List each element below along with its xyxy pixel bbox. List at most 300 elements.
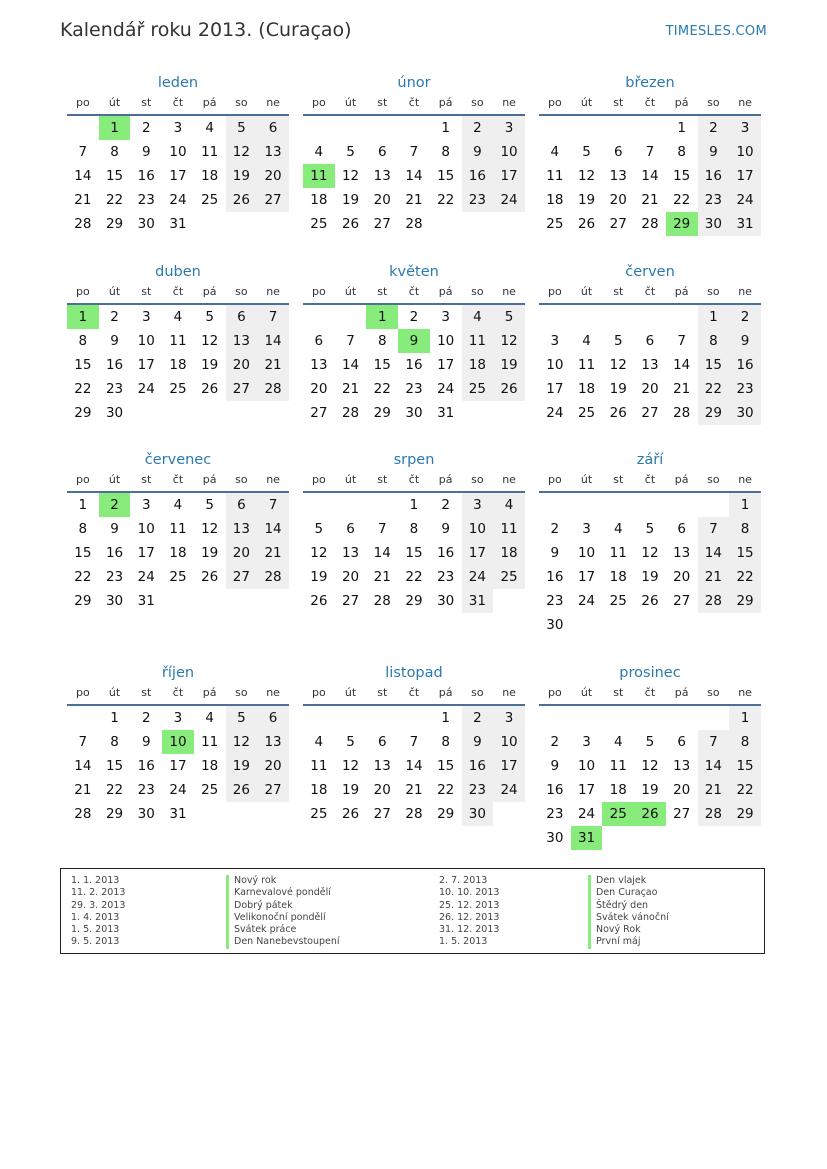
day-cell: 11: [546, 168, 564, 184]
day-cell: 26: [226, 778, 258, 802]
day-cell: 17: [577, 569, 596, 585]
day-cell: 29: [74, 405, 92, 421]
day-cell: 24: [137, 569, 155, 585]
month-name: září: [636, 452, 664, 468]
day-cell: 26: [341, 216, 360, 232]
day-cell: 5: [493, 305, 525, 329]
day-cell: 29: [105, 806, 124, 822]
day-cell: 3: [550, 333, 560, 349]
day-cell: 9: [441, 521, 450, 537]
legend-date: 1. 4. 2013: [71, 911, 120, 923]
day-cell: 21: [641, 192, 659, 208]
day-cell: 4: [205, 120, 214, 136]
weekday-label: čt: [644, 686, 656, 699]
legend-names-left: [226, 875, 340, 949]
day-cell: 19: [641, 782, 659, 798]
week-row: [303, 353, 525, 377]
month-block: [67, 451, 289, 613]
day-cell: 21: [74, 192, 92, 208]
weekday-label: ne: [502, 96, 516, 109]
day-cell: 1: [729, 706, 761, 730]
brand-link[interactable]: TIMESLES.COM: [665, 24, 767, 39]
empty-day-cell: [303, 116, 335, 140]
day-cell: 22: [105, 192, 124, 208]
day-cell: 8: [729, 517, 761, 541]
weekday-header: [67, 682, 289, 706]
weekday-label: st: [377, 285, 388, 298]
holiday-day-cell: 1: [67, 305, 99, 329]
weekday-label: čt: [408, 686, 420, 699]
day-cell: 3: [582, 734, 591, 750]
empty-day-cell: [366, 116, 398, 140]
empty-day-cell: [335, 305, 367, 329]
day-cell: 2: [462, 706, 494, 730]
month-block: [539, 664, 761, 850]
day-cell: 16: [437, 545, 455, 561]
day-cell: 19: [226, 164, 258, 188]
empty-day-cell: [162, 401, 194, 425]
day-cell: 9: [698, 140, 730, 164]
day-cell: 12: [493, 329, 525, 353]
week-row: [67, 706, 289, 730]
day-cell: 13: [673, 545, 691, 561]
legend-date: 25. 12. 2013: [439, 899, 500, 911]
weekday-label: so: [707, 473, 720, 486]
day-cell: 7: [78, 734, 88, 750]
weekday-header: [303, 281, 525, 305]
week-row: [303, 565, 525, 589]
day-cell: 13: [341, 545, 360, 561]
weekday-header: [539, 682, 761, 706]
legend-date: 11. 2. 2013: [71, 887, 126, 899]
day-cell: 23: [137, 782, 155, 798]
week-row: [539, 377, 761, 401]
day-cell: 29: [729, 802, 761, 826]
day-cell: 8: [729, 730, 761, 754]
day-cell: 24: [546, 405, 564, 421]
day-cell: 29: [437, 806, 455, 822]
week-row: [303, 517, 525, 541]
day-cell: 28: [698, 589, 730, 613]
weekday-label: ne: [502, 285, 516, 298]
weekday-label: ne: [266, 285, 280, 298]
day-cell: 5: [314, 521, 324, 537]
empty-day-cell: [366, 493, 398, 517]
day-cell: 16: [105, 545, 124, 561]
day-cell: 13: [226, 329, 258, 353]
day-cell: 30: [698, 212, 730, 236]
day-cell: 5: [226, 706, 258, 730]
weekday-label: út: [580, 473, 593, 486]
day-cell: 30: [437, 593, 455, 609]
legend-holiday-name: Štědrý den: [588, 900, 669, 912]
month-block: [67, 74, 289, 236]
day-cell: 3: [462, 493, 494, 517]
day-cell: 18: [577, 381, 596, 397]
day-cell: 20: [373, 192, 391, 208]
empty-day-cell: [539, 493, 571, 517]
weekday-label: so: [471, 285, 484, 298]
legend-date: 29. 3. 2013: [71, 899, 126, 911]
weekday-header: [303, 92, 525, 116]
day-cell: 23: [405, 381, 423, 397]
weekday-label: pá: [674, 96, 689, 109]
day-cell: 21: [405, 192, 423, 208]
empty-day-cell: [130, 401, 162, 425]
weekday-label: čt: [408, 285, 420, 298]
weekday-label: út: [108, 285, 121, 298]
weekday-label: po: [311, 686, 326, 699]
empty-day-cell: [634, 706, 666, 730]
month-block: [67, 263, 289, 425]
day-cell: 21: [257, 541, 289, 565]
weekday-header: [67, 469, 289, 493]
day-cell: 30: [137, 216, 155, 232]
day-cell: 23: [462, 778, 494, 802]
legend-date: 2. 7. 2013: [439, 875, 488, 886]
day-cell: 28: [257, 565, 289, 589]
holiday-day-cell: 11: [303, 164, 335, 188]
weekday-label: po: [311, 473, 326, 486]
day-cell: 16: [462, 754, 494, 778]
day-cell: 2: [462, 116, 494, 140]
weekday-label: st: [141, 96, 152, 109]
empty-day-cell: [493, 401, 525, 425]
day-cell: 19: [201, 357, 219, 373]
weekday-header: [67, 92, 289, 116]
weekday-label: pá: [202, 473, 217, 486]
weekday-label: pá: [438, 686, 453, 699]
day-cell: 2: [141, 710, 151, 726]
empty-day-cell: [303, 493, 335, 517]
day-cell: 24: [137, 381, 155, 397]
weekday-label: so: [471, 96, 484, 109]
day-cell: 24: [493, 778, 525, 802]
empty-day-cell: [226, 212, 258, 236]
day-cell: 19: [641, 569, 659, 585]
day-cell: 20: [673, 782, 691, 798]
empty-day-cell: [698, 493, 730, 517]
day-cell: 12: [341, 758, 360, 774]
day-cell: 7: [78, 144, 88, 160]
day-cell: 16: [137, 168, 155, 184]
weekday-label: ne: [738, 96, 752, 109]
day-cell: 6: [677, 521, 686, 537]
day-cell: 7: [257, 493, 289, 517]
empty-day-cell: [194, 212, 226, 236]
week-row: [303, 493, 525, 517]
day-cell: 21: [257, 353, 289, 377]
weekday-label: so: [707, 96, 720, 109]
day-cell: 8: [377, 333, 387, 349]
week-row: [303, 401, 525, 425]
week-row: [303, 188, 525, 212]
day-cell: 25: [201, 192, 219, 208]
legend-holiday-name: Den Curaçao: [588, 887, 669, 899]
day-cell: 31: [462, 589, 494, 613]
legend-holiday-name: Dobrý pátek: [226, 900, 340, 912]
weekday-label: út: [580, 96, 593, 109]
day-cell: 27: [641, 405, 659, 421]
day-cell: 8: [441, 144, 450, 160]
empty-day-cell: [729, 826, 761, 850]
week-row: [303, 589, 525, 613]
day-cell: 14: [698, 541, 730, 565]
day-cell: 3: [173, 120, 183, 136]
day-cell: 1: [698, 305, 730, 329]
week-row: [539, 164, 761, 188]
month-name: duben: [155, 264, 201, 280]
week-row: [539, 754, 761, 778]
day-cell: 16: [729, 353, 761, 377]
day-cell: 15: [698, 353, 730, 377]
empty-day-cell: [398, 116, 430, 140]
legend-holiday-name: Svátek vánoční: [588, 912, 669, 924]
day-cell: 27: [341, 593, 360, 609]
weekday-label: st: [377, 473, 388, 486]
day-cell: 27: [226, 565, 258, 589]
week-row: [303, 116, 525, 140]
day-cell: 30: [137, 806, 155, 822]
weekday-label: st: [377, 96, 388, 109]
weekday-label: čt: [172, 473, 184, 486]
day-cell: 15: [405, 545, 423, 561]
day-cell: 20: [257, 164, 289, 188]
week-row: [539, 802, 761, 826]
day-cell: 31: [169, 216, 187, 232]
empty-day-cell: [366, 706, 398, 730]
day-cell: 25: [310, 806, 328, 822]
day-cell: 3: [173, 710, 183, 726]
day-cell: 11: [577, 357, 596, 373]
week-row: [67, 164, 289, 188]
day-cell: 7: [677, 333, 686, 349]
weekday-label: st: [613, 473, 624, 486]
day-cell: 5: [346, 734, 355, 750]
empty-day-cell: [539, 706, 571, 730]
day-cell: 24: [577, 806, 596, 822]
day-cell: 24: [462, 565, 494, 589]
holiday-day-cell: 10: [162, 730, 194, 754]
weekday-label: po: [75, 686, 90, 699]
day-cell: 20: [257, 754, 289, 778]
day-cell: 10: [493, 730, 525, 754]
day-cell: 20: [226, 353, 258, 377]
empty-day-cell: [257, 401, 289, 425]
day-cell: 26: [226, 188, 258, 212]
day-cell: 14: [341, 357, 360, 373]
day-cell: 15: [74, 545, 92, 561]
day-cell: 21: [698, 778, 730, 802]
week-row: [67, 188, 289, 212]
day-cell: 12: [226, 140, 258, 164]
day-cell: 10: [137, 521, 155, 537]
day-cell: 26: [341, 806, 360, 822]
day-cell: 18: [493, 541, 525, 565]
day-cell: 16: [405, 357, 423, 373]
weekday-label: po: [311, 285, 326, 298]
weekday-label: st: [141, 473, 152, 486]
weekday-label: pá: [202, 96, 217, 109]
day-cell: 5: [613, 333, 623, 349]
weekday-label: st: [141, 285, 152, 298]
day-cell: 5: [346, 144, 355, 160]
weekday-label: st: [141, 686, 152, 699]
day-cell: 6: [346, 521, 355, 537]
legend-date: 1. 1. 2013: [71, 875, 120, 886]
day-cell: 30: [462, 802, 494, 826]
day-cell: 10: [729, 140, 761, 164]
legend-holiday-name: První máj: [588, 936, 669, 948]
day-cell: 10: [137, 333, 155, 349]
day-cell: 9: [141, 734, 151, 750]
empty-day-cell: [257, 589, 289, 613]
day-cell: 28: [341, 405, 360, 421]
weekday-label: út: [580, 285, 593, 298]
day-cell: 28: [405, 216, 423, 232]
day-cell: 24: [577, 593, 596, 609]
day-cell: 14: [698, 754, 730, 778]
day-cell: 31: [137, 593, 155, 609]
day-cell: 11: [169, 333, 187, 349]
day-cell: 14: [257, 329, 289, 353]
day-cell: 5: [582, 144, 591, 160]
legend-date: 26. 12. 2013: [439, 911, 500, 923]
day-cell: 27: [609, 216, 627, 232]
day-cell: 18: [609, 569, 627, 585]
day-cell: 19: [577, 192, 596, 208]
day-cell: 20: [310, 381, 328, 397]
month-grid: [67, 281, 289, 425]
day-cell: 12: [609, 357, 627, 373]
weekday-label: pá: [674, 285, 689, 298]
week-row: [67, 353, 289, 377]
day-cell: 5: [205, 497, 214, 513]
day-cell: 23: [105, 381, 124, 397]
day-cell: 14: [74, 168, 92, 184]
day-cell: 28: [673, 405, 691, 421]
week-row: [303, 305, 525, 329]
empty-day-cell: [398, 706, 430, 730]
day-cell: 25: [546, 216, 564, 232]
day-cell: 12: [201, 521, 219, 537]
day-cell: 13: [373, 758, 391, 774]
empty-day-cell: [634, 493, 666, 517]
empty-day-cell: [67, 706, 99, 730]
day-cell: 17: [437, 357, 455, 373]
day-cell: 17: [169, 168, 187, 184]
empty-day-cell: [571, 493, 603, 517]
month-grid: [67, 469, 289, 613]
weekday-label: so: [235, 686, 248, 699]
day-cell: 29: [105, 216, 124, 232]
day-cell: 13: [673, 758, 691, 774]
weekday-label: st: [377, 686, 388, 699]
month-name: květen: [389, 264, 439, 280]
week-row: [303, 377, 525, 401]
day-cell: 24: [169, 782, 187, 798]
month-block: [303, 451, 525, 613]
day-cell: 10: [577, 545, 596, 561]
month-block: [303, 74, 525, 236]
empty-day-cell: [335, 706, 367, 730]
day-cell: 3: [493, 706, 525, 730]
empty-day-cell: [602, 826, 634, 850]
month-grid: [303, 469, 525, 613]
day-cell: 6: [377, 734, 387, 750]
month-grid: [539, 469, 761, 637]
day-cell: 9: [729, 329, 761, 353]
day-cell: 30: [546, 830, 564, 846]
empty-day-cell: [634, 116, 666, 140]
day-cell: 6: [314, 333, 324, 349]
weekday-header: [539, 469, 761, 493]
day-cell: 10: [169, 144, 187, 160]
empty-day-cell: [194, 589, 226, 613]
month-name: prosinec: [619, 665, 681, 681]
day-cell: 26: [641, 593, 659, 609]
day-cell: 6: [613, 144, 623, 160]
day-cell: 4: [493, 493, 525, 517]
week-row: [303, 541, 525, 565]
day-cell: 4: [582, 333, 591, 349]
day-cell: 7: [698, 730, 730, 754]
day-cell: 15: [74, 357, 92, 373]
week-row: [303, 329, 525, 353]
week-row: [539, 329, 761, 353]
day-cell: 5: [226, 116, 258, 140]
day-cell: 26: [201, 381, 219, 397]
week-row: [67, 493, 289, 517]
week-row: [303, 164, 525, 188]
legend-date: 1. 5. 2013: [71, 924, 120, 936]
week-row: [67, 377, 289, 401]
empty-day-cell: [257, 802, 289, 826]
day-cell: 12: [310, 545, 328, 561]
weekday-label: út: [108, 473, 121, 486]
day-cell: 1: [409, 497, 419, 513]
month-block: [67, 664, 289, 826]
week-row: [67, 305, 289, 329]
day-cell: 14: [405, 168, 423, 184]
legend-date: 10. 10. 2013: [439, 887, 500, 899]
weekday-label: po: [547, 686, 562, 699]
day-cell: 24: [729, 188, 761, 212]
day-cell: 23: [105, 569, 124, 585]
day-cell: 17: [729, 164, 761, 188]
weekday-label: ne: [738, 285, 752, 298]
week-row: [539, 613, 761, 637]
day-cell: 21: [373, 569, 391, 585]
day-cell: 27: [310, 405, 328, 421]
day-cell: 20: [226, 541, 258, 565]
weekday-label: po: [75, 473, 90, 486]
day-cell: 17: [577, 782, 596, 798]
weekday-label: so: [235, 473, 248, 486]
week-row: [539, 730, 761, 754]
day-cell: 10: [493, 140, 525, 164]
day-cell: 9: [110, 333, 119, 349]
empty-day-cell: [602, 493, 634, 517]
day-cell: 17: [137, 545, 155, 561]
empty-day-cell: [571, 613, 603, 637]
weekday-label: pá: [674, 686, 689, 699]
day-cell: 22: [729, 778, 761, 802]
week-row: [67, 565, 289, 589]
day-cell: 26: [201, 569, 219, 585]
day-cell: 27: [673, 593, 691, 609]
day-cell: 14: [257, 517, 289, 541]
